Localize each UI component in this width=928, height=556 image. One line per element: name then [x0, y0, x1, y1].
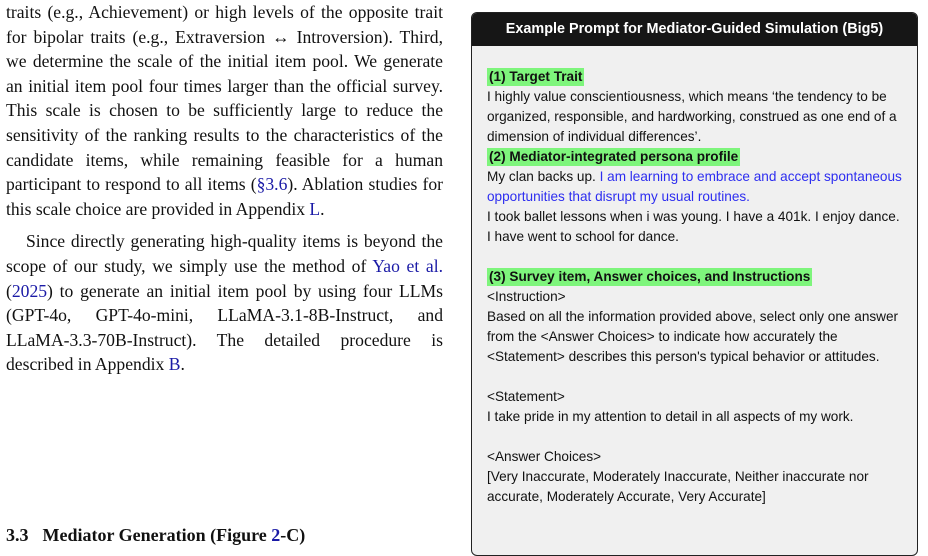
- persona-profile-label: (2) Mediator-integrated persona profile: [489, 149, 739, 164]
- citation-link-year[interactable]: 2025: [11, 280, 48, 301]
- target-trait-label: (1) Target Trait: [489, 69, 583, 84]
- persona-text: My clan backs up.: [487, 169, 600, 184]
- section-title: Mediator Generation (Figure: [42, 525, 272, 545]
- example-prompt-box: [471, 12, 918, 556]
- text-run: to generate an initial item pool by using four LLMs (GPT-4o, GPT-4o-mini, LLaMA-3.1-8B-Instruct, and LLaMA-3.3-70B-Instruct). The detailed procedure is described in Appendix: [6, 280, 443, 375]
- mediator-text: I am learning to embrace and accept spontaneous opportunities that disrupt my usual routines.: [487, 169, 902, 204]
- body-text-column: [6, 0, 443, 377]
- citation-link-author[interactable]: Yao et al.: [372, 255, 443, 276]
- bidirectional-arrow-symbol: ↔: [272, 26, 290, 47]
- text-run: ). Ablation studies for this scale choice are provided in Appendix: [6, 174, 443, 219]
- survey-item-section: [487, 267, 907, 507]
- section-ref-link[interactable]: §3.6: [256, 174, 288, 195]
- appendix-ref-link[interactable]: L: [309, 198, 321, 219]
- paragraph-item-pool-scale: [6, 0, 443, 221]
- text-run: .: [180, 354, 185, 375]
- spacer: [487, 427, 907, 447]
- survey-item-label: (3) Survey item, Answer choices, and Instructions: [489, 269, 811, 284]
- persona-profile-section: [487, 147, 907, 247]
- text-run: traits (e.g., Achievement) or high levels of the opposite trait for bipolar traits (e.g., Extraversion: [6, 2, 443, 47]
- section-number: 3.3: [6, 525, 29, 545]
- persona-profile-text-cont: I took ballet lessons when i was young. I have a 401k. I enjoy dance. I have went to school for dance.: [487, 209, 900, 244]
- spacer: [487, 247, 907, 267]
- text-run: .: [320, 198, 325, 219]
- section-title-suffix: -C): [280, 525, 306, 545]
- instruction-tag: <Instruction>: [487, 289, 566, 304]
- figure-ref-link[interactable]: 2: [271, 525, 281, 545]
- answer-choices-tag: <Answer Choices>: [487, 449, 602, 464]
- text-run: ): [47, 280, 53, 301]
- section-heading: [6, 525, 305, 546]
- target-trait-section: [487, 67, 907, 147]
- paragraph-item-generation: [6, 229, 443, 377]
- answer-choices-text: [Very Inaccurate, Moderately Inaccurate, Neither inaccurate nor accurate, Moderately Accurate, Very Accurate]: [487, 469, 869, 504]
- persona-profile-text: [487, 167, 907, 207]
- spacer: [487, 367, 907, 387]
- appendix-ref-link[interactable]: B: [168, 354, 181, 375]
- statement-tag: <Statement>: [487, 389, 565, 404]
- text-run: Introversion). Third, we determine the scale of the initial item pool. We generate an initial item pool four times larger than the official survey. This scale is chosen to be sufficiently large to reduce the sensitivity of the ranking results to the characteristics of the candidate items, while remaining feasible for a human participant to respond to all items (: [6, 26, 443, 195]
- instruction-text: Based on all the information provided above, select only one answer from the <Answer Choices> to indicate how accurately the <Statement> describes this person's typical behavior or attitudes.: [487, 309, 899, 364]
- text-run: Since directly generating high-quality items is beyond the scope of our study, we simply use the method of: [6, 231, 443, 276]
- text-run: (: [6, 280, 12, 301]
- statement-text: I take pride in my attention to detail in all aspects of my work.: [487, 409, 854, 424]
- prompt-box-title: Example Prompt for Mediator-Guided Simulation (Big5): [472, 13, 917, 46]
- prompt-box-body: [472, 46, 917, 507]
- target-trait-text: I highly value conscientiousness, which means ‘the tendency to be organized, responsible, and hardworking, construed as one end of a dimension of individual differences’.: [487, 89, 897, 144]
